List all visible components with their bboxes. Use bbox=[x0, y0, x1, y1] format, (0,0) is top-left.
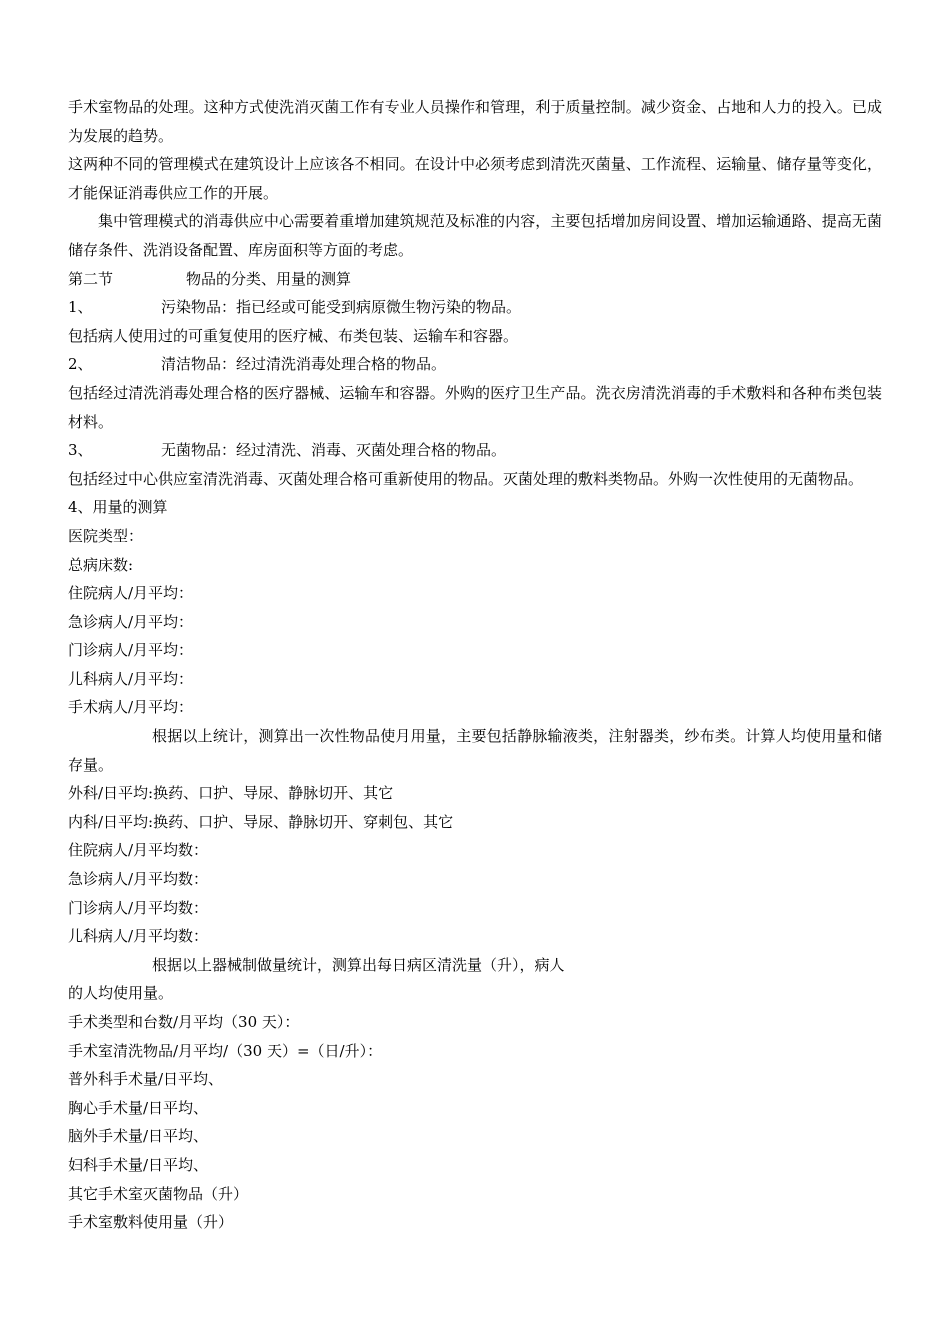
item-3-number: 3、 bbox=[68, 441, 93, 460]
item-2-description: 包括经过清洗消毒处理合格的医疗器械、运输车和容器。外购的医疗卫生产品。洗衣房清洗消毒的手术敷料和各种布类包装材料。 bbox=[68, 383, 882, 431]
stat-line: 手术类型和台数/月平均（30 天）： bbox=[68, 1013, 300, 1031]
stat-line: 急诊病人/月平均数： bbox=[68, 870, 209, 889]
stat-line: 儿科病人/月平均数： bbox=[68, 927, 209, 946]
stat-line: 胸心手术量/日平均、 bbox=[68, 1098, 209, 1117]
stat-line: 住院病人/月平均数： bbox=[68, 841, 209, 860]
item-2-title: 清洁物品：经过清洗消毒处理合格的物品。 bbox=[161, 355, 447, 374]
document-page bbox=[68, 93, 882, 1237]
stat-line: 脑外手术量/日平均、 bbox=[68, 1127, 209, 1146]
item-1-number: 1、 bbox=[68, 298, 93, 317]
stat-line: 门诊病人/月平均： bbox=[68, 641, 194, 660]
paragraph-3: 集中管理模式的消毒供应中心需要着重增加建筑规范及标准的内容，主要包括增加房间设置、增加运输通路、提高无菌储存条件、洗消设备配置、库房面积等方面的考虑。 bbox=[68, 212, 882, 259]
stat-line: 门诊病人/月平均数： bbox=[68, 898, 209, 917]
item-1-heading bbox=[68, 293, 882, 322]
item-1-title: 污染物品：指已经或可能受到病原微生物污染的物品。 bbox=[161, 298, 522, 317]
stat-line: 外科/日平均:换药、口护、导尿、静脉切开、其它 bbox=[68, 784, 394, 803]
stat-line: 妇科手术量/日平均、 bbox=[68, 1155, 209, 1174]
stat-line: 内科/日平均:换药、口护、导尿、静脉切开、穿刺包、其它 bbox=[68, 812, 454, 831]
paragraph-5: 根据以上器械制做量统计，测算出每日病区清洗量（升），病人 bbox=[152, 955, 565, 974]
item-2-number: 2、 bbox=[68, 355, 93, 374]
item-3-heading bbox=[68, 436, 882, 465]
item-4-heading: 4、用量的测算 bbox=[68, 498, 168, 517]
stat-line: 其它手术室灭菌物品（升） bbox=[68, 1184, 249, 1203]
paragraph-2: 这两种不同的管理模式在建筑设计上应该各不相同。在设计中必须考虑到清洗灭菌量、工作流程、运输量、储存量等变化，才能保证消毒供应工作的开展。 bbox=[68, 155, 882, 202]
paragraph-1: 手术室物品的处理。这种方式使洗消灭菌工作有专业人员操作和管理，利于质量控制。减少资金、占地和人力的投入。已成为发展的趋势。 bbox=[68, 98, 882, 145]
stat-line: 住院病人/月平均： bbox=[68, 584, 194, 603]
item-3-description: 包括经过中心供应室清洗消毒、灭菌处理合格可重新使用的物品。灭菌处理的敷料类物品。外购一次性使用的无菌物品。 bbox=[68, 469, 864, 488]
paragraph-4: 根据以上统计，测算出一次性物品使月用量，主要包括静脉输液类，注射器类，纱布类。计算人均使用量和储存量。 bbox=[68, 727, 882, 774]
paragraph-5-continued: 的人均使用量。 bbox=[68, 984, 174, 1003]
stat-line: 普外科手术量/日平均、 bbox=[68, 1070, 224, 1089]
stat-line: 手术病人/月平均： bbox=[68, 698, 194, 717]
stat-line: 总病床数: bbox=[68, 555, 134, 574]
item-1-description: 包括病人使用过的可重复使用的医疗械、布类包装、运输车和容器。 bbox=[68, 326, 519, 345]
section-title: 物品的分类、用量的测算 bbox=[186, 269, 352, 288]
item-2-heading bbox=[68, 350, 882, 379]
section-number: 第二节 bbox=[68, 269, 114, 288]
stat-line: 儿科病人/月平均： bbox=[68, 669, 194, 688]
stat-line: 医院类型： bbox=[68, 526, 144, 545]
stat-line: 手术室清洗物品/月平均/（30 天）=（日/升）： bbox=[68, 1041, 383, 1060]
section-heading bbox=[68, 265, 882, 294]
stat-line: 手术室敷料使用量（升） bbox=[68, 1213, 234, 1232]
item-3-title: 无菌物品：经过清洗、消毒、灭菌处理合格的物品。 bbox=[161, 441, 507, 460]
stat-line: 急诊病人/月平均： bbox=[68, 612, 194, 631]
